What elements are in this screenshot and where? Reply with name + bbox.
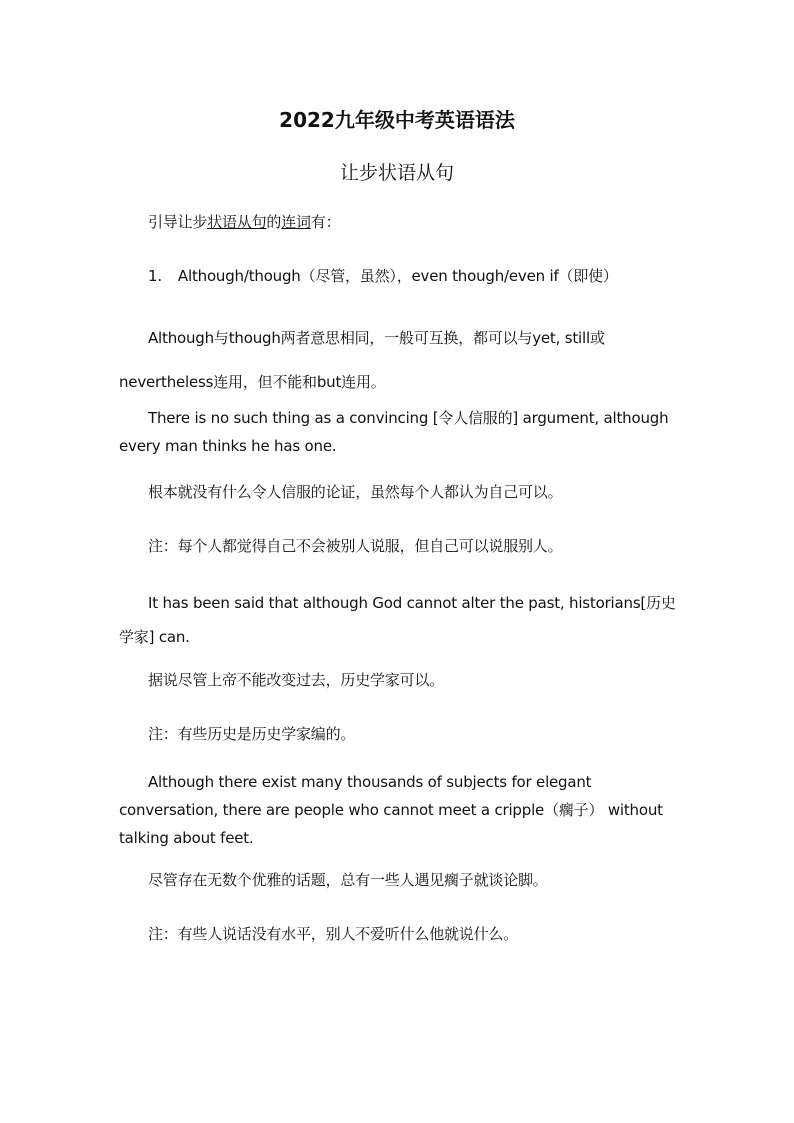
intro-text-after: 有：: [310, 213, 341, 231]
intro-text-mid: 的: [266, 213, 282, 231]
example-2-note: 注：有些历史是历史学家编的。: [148, 725, 356, 743]
document-title: 2022九年级中考英语语法: [279, 108, 515, 132]
example-1-chinese: 根本就没有什么令人信服的论证，虽然每个人都认为自己可以。: [148, 483, 563, 501]
list-item-1: [119, 262, 689, 290]
example-3-note: 注：有些人说话没有水平，别人不爱听什么他就说什么。: [148, 925, 519, 943]
list-item-text: Although/though（尽管，虽然），even though/even if（即使）: [177, 267, 618, 285]
example-3-chinese: 尽管存在无数个优雅的话题，总有一些人遇见瘸子就谈论脚。: [148, 871, 548, 889]
intro-line: [119, 208, 689, 236]
example-3-english: Although there exist many thousands of subjects for elegant conversation, there are people who cannot meet a cripple（瘸子） without talking about feet.: [119, 773, 663, 847]
example-1-note: 注：每个人都觉得自己不会被别人说服，但自己可以说服别人。: [148, 537, 563, 555]
intro-text-before: 引导让步: [148, 213, 208, 231]
section-heading: 让步状语从句: [339, 162, 454, 184]
list-item-number: 1.: [148, 267, 162, 285]
example-1-english: There is no such thing as a convincing [令人信服的] argument, although every man thinks he has one.: [119, 409, 669, 455]
example-2-english: It has been said that although God cannot alter the past, historians[历史学家] can.: [119, 594, 676, 646]
intro-underlined-term-1: 状语从句: [207, 213, 267, 231]
example-2-chinese: 据说尽管上帝不能改变过去，历史学家可以。: [148, 671, 445, 689]
intro-underlined-term-2: 连词: [281, 213, 311, 231]
usage-paragraph: Although与though两者意思相同，一般可互换，都可以与yet, still或nevertheless连用，但不能和but连用。: [119, 329, 605, 391]
